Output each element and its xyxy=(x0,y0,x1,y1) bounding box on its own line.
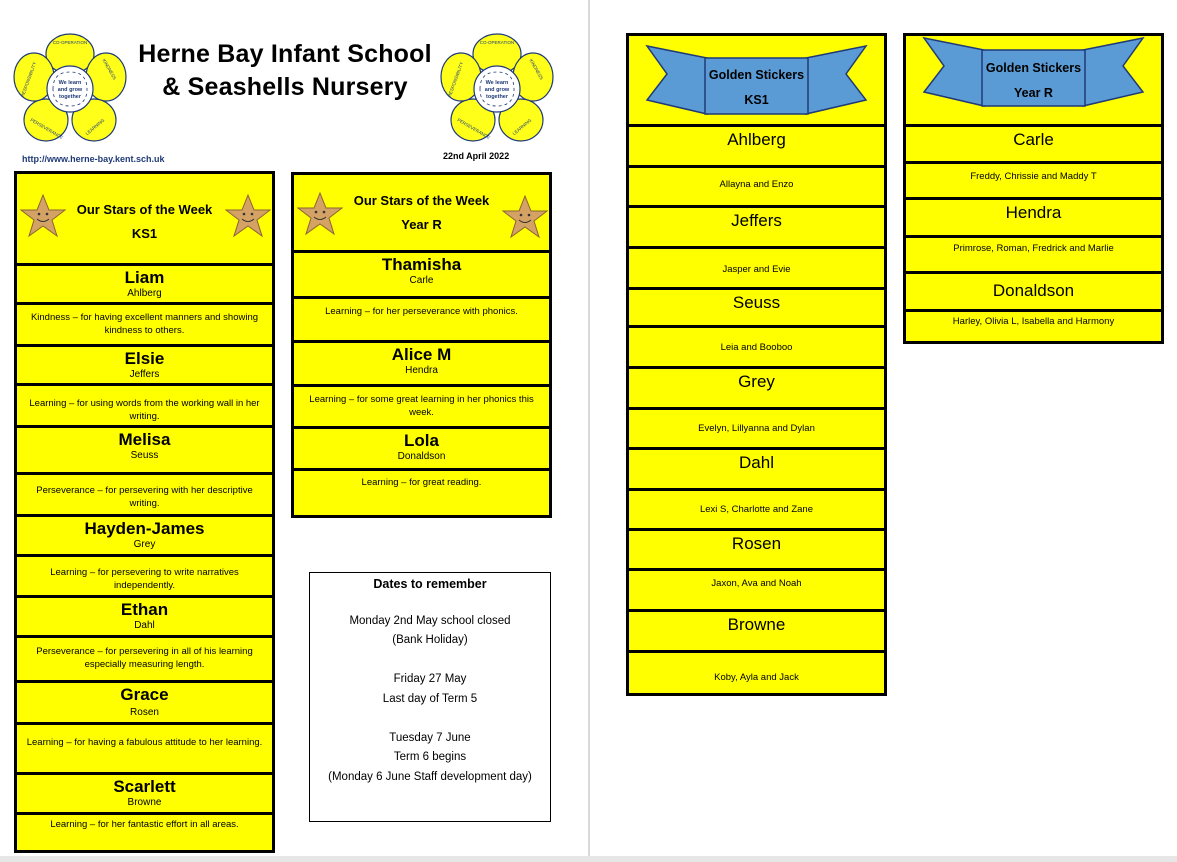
star-entry xyxy=(294,253,549,299)
pupil-name: Grace xyxy=(120,685,169,704)
newsletter-date: 22nd April 2022 xyxy=(443,151,510,161)
pupil-name: Alice M xyxy=(391,345,452,364)
star-entry xyxy=(17,775,272,815)
class-name: Dahl xyxy=(134,620,155,631)
title-line-1: Herne Bay Infant School xyxy=(138,40,432,68)
date-line: Tuesday 7 June xyxy=(389,731,471,744)
reason-text: Learning – for persevering to write narratives independently. xyxy=(50,567,239,591)
svg-text:RESPONSIBILITY: RESPONSIBILITY xyxy=(19,61,38,98)
pupil-name: Ethan xyxy=(120,600,169,619)
svg-text:PERSEVERANCE: PERSEVERANCE xyxy=(456,117,492,141)
title-line-2: & Seashells Nursery xyxy=(162,73,408,101)
golden-children-row xyxy=(629,571,884,612)
pupil-name: Thamisha xyxy=(381,255,462,274)
golden-class-row xyxy=(629,208,884,249)
class-name: Jeffers xyxy=(129,369,160,380)
golden-children-row xyxy=(906,238,1161,274)
svg-text:CO-OPERATION: CO-OPERATION xyxy=(52,40,88,45)
children-names: Primrose, Roman, Fredrick and Marlie xyxy=(953,243,1114,254)
pupil-name: Melisa xyxy=(118,430,171,449)
children-names: Jasper and Evie xyxy=(722,264,791,275)
children-names: Leia and Booboo xyxy=(720,342,793,353)
pupil-name: Scarlett xyxy=(113,777,176,796)
golden-class-row xyxy=(906,274,1161,312)
ks1-stars-panel xyxy=(14,171,275,853)
star-reason xyxy=(17,305,272,347)
date-line: Last day of Term 5 xyxy=(382,692,478,705)
golden-class-row xyxy=(906,127,1161,164)
reason-text: Learning – for her perseverance with phonics. xyxy=(325,306,518,317)
golden-class-row xyxy=(629,369,884,410)
logo-text-3: together xyxy=(59,94,81,100)
class-name: Ahlberg xyxy=(127,288,162,299)
date-line: Term 6 begins xyxy=(393,751,467,763)
class-name: Grey xyxy=(133,539,156,550)
svg-text:LEARNING: LEARNING xyxy=(511,117,533,137)
class-name: Ahlberg xyxy=(727,130,786,149)
golden-children-row xyxy=(629,249,884,290)
star-reason xyxy=(17,815,272,852)
star-entry xyxy=(17,266,272,305)
star-entry xyxy=(17,683,272,725)
golden-class-row xyxy=(906,200,1161,238)
golden-ks1-subheading: KS1 xyxy=(744,93,769,107)
dates-title: Dates to remember xyxy=(373,577,487,591)
star-entry xyxy=(294,429,549,471)
dates-to-remember-box xyxy=(309,572,551,822)
golden-ks1-header xyxy=(629,36,884,127)
page-bottom-edge xyxy=(0,856,1177,862)
star-entry xyxy=(17,347,272,386)
children-names: Freddy, Chrissie and Maddy T xyxy=(970,171,1097,182)
ks1-stars-subheading: KS1 xyxy=(131,226,158,241)
golden-children-row xyxy=(906,164,1161,200)
ks1-stars-heading: Our Stars of the Week xyxy=(76,202,213,217)
reason-text: Learning – for having a fabulous attitude to her learning. xyxy=(26,737,263,748)
children-names: Evelyn, Lillyanna and Dylan xyxy=(698,423,815,434)
star-reason xyxy=(294,299,549,343)
class-name: Seuss xyxy=(130,450,159,461)
reason-text: Learning – for using words from the working wall in her writing. xyxy=(29,398,260,422)
star-reason xyxy=(17,386,272,428)
reason-text: Learning – for great reading. xyxy=(361,477,482,488)
yr-stars-subheading: Year R xyxy=(401,217,442,232)
star-reason xyxy=(294,387,549,429)
logo-text-2: and grow xyxy=(57,87,83,93)
golden-children-row xyxy=(906,312,1161,341)
children-names: Koby, Ayla and Jack xyxy=(714,672,799,683)
pupil-name: Liam xyxy=(124,268,165,287)
class-name: Dahl xyxy=(739,453,774,472)
yr-stars-header xyxy=(294,175,549,253)
star-reason xyxy=(17,725,272,775)
class-name: Donaldson xyxy=(397,451,446,462)
school-logo-left xyxy=(12,32,128,144)
reason-text: Kindness – for having excellent manners and showing kindness to others. xyxy=(30,312,259,336)
children-names: Allayna and Enzo xyxy=(719,179,794,190)
pupil-name: Elsie xyxy=(124,349,165,368)
date-spacer xyxy=(310,651,550,671)
svg-text:RESPONSIBILITY: RESPONSIBILITY xyxy=(446,61,465,98)
date-line: (Monday 6 June Staff development day) xyxy=(328,770,532,783)
svg-text:PERSEVERANCE: PERSEVERANCE xyxy=(29,117,65,141)
golden-yr-heading: Golden Stickers xyxy=(985,61,1082,75)
class-name: Rosen xyxy=(731,534,782,553)
svg-text:We learn: We learn xyxy=(485,80,509,86)
date-line: Monday 2nd May school closed xyxy=(349,614,511,627)
golden-class-row xyxy=(629,531,884,571)
reason-text: Learning – for some great learning in her phonics this week. xyxy=(309,394,534,418)
golden-class-row xyxy=(629,127,884,168)
ribbon-banner-icon xyxy=(906,36,1161,124)
date-spacer xyxy=(310,709,550,729)
star-entry xyxy=(17,598,272,638)
svg-text:together: together xyxy=(486,94,508,100)
golden-children-row xyxy=(629,491,884,531)
svg-text:LEARNING: LEARNING xyxy=(84,117,106,137)
children-names: Lexi S, Charlotte and Zane xyxy=(699,504,813,515)
pupil-name: Lola xyxy=(404,431,439,450)
class-name: Donaldson xyxy=(992,281,1075,300)
class-name: Browne xyxy=(127,797,162,808)
class-name: Hendra xyxy=(1005,203,1062,222)
yr-stars-heading: Our Stars of the Week xyxy=(353,193,490,208)
school-logo-right xyxy=(439,32,555,144)
star-entry xyxy=(294,343,549,387)
svg-text:KINDNESS: KINDNESS xyxy=(528,58,545,81)
golden-ks1-heading: Golden Stickers xyxy=(708,68,805,82)
star-entry xyxy=(17,517,272,557)
class-name: Jeffers xyxy=(731,211,782,230)
golden-children-row xyxy=(629,328,884,369)
children-names: Jaxon, Ava and Noah xyxy=(711,578,802,589)
golden-children-row xyxy=(629,410,884,450)
class-name: Grey xyxy=(738,372,775,391)
golden-yr-header xyxy=(906,36,1161,127)
star-entry xyxy=(17,428,272,475)
class-name: Hendra xyxy=(405,365,438,376)
class-name: Seuss xyxy=(732,293,781,312)
class-name: Carle xyxy=(409,275,434,286)
school-title xyxy=(130,38,440,104)
date-line: (Bank Holiday) xyxy=(392,634,468,646)
golden-class-row xyxy=(629,612,884,653)
page-divider xyxy=(588,0,590,862)
svg-text:and grow: and grow xyxy=(484,87,510,93)
svg-text:CO-OPERATION: CO-OPERATION xyxy=(479,40,515,45)
ks1-stars-header xyxy=(17,174,272,266)
star-reason xyxy=(17,638,272,683)
reason-text: Perseverance – for persevering with her descriptive writing. xyxy=(36,485,253,509)
pupil-name: Hayden-James xyxy=(84,519,205,538)
golden-yr-subheading: Year R xyxy=(1014,86,1053,100)
yr-stars-panel xyxy=(291,172,552,518)
golden-stickers-yr-panel xyxy=(903,33,1164,344)
star-reason xyxy=(17,475,272,517)
golden-children-row xyxy=(629,653,884,694)
date-line: Friday 27 May xyxy=(393,673,467,685)
children-names: Harley, Olivia L, Isabella and Harmony xyxy=(952,316,1115,327)
school-website-link[interactable]: http://www.herne-bay.kent.sch.uk xyxy=(22,154,165,164)
star-reason xyxy=(17,557,272,598)
star-reason xyxy=(294,471,549,515)
golden-class-row xyxy=(629,450,884,491)
golden-class-row xyxy=(629,290,884,328)
logo-text-1: We learn xyxy=(58,80,82,86)
golden-children-row xyxy=(629,168,884,208)
class-name: Carle xyxy=(1013,130,1054,149)
svg-text:KINDNESS: KINDNESS xyxy=(101,58,118,81)
reason-text: Perseverance – for persevering in all of his learning especially measuring length. xyxy=(36,646,253,670)
golden-stickers-ks1-panel xyxy=(626,33,887,696)
class-name: Rosen xyxy=(130,707,159,718)
reason-text: Learning – for her fantastic effort in all areas. xyxy=(50,819,239,830)
class-name: Browne xyxy=(727,615,786,634)
